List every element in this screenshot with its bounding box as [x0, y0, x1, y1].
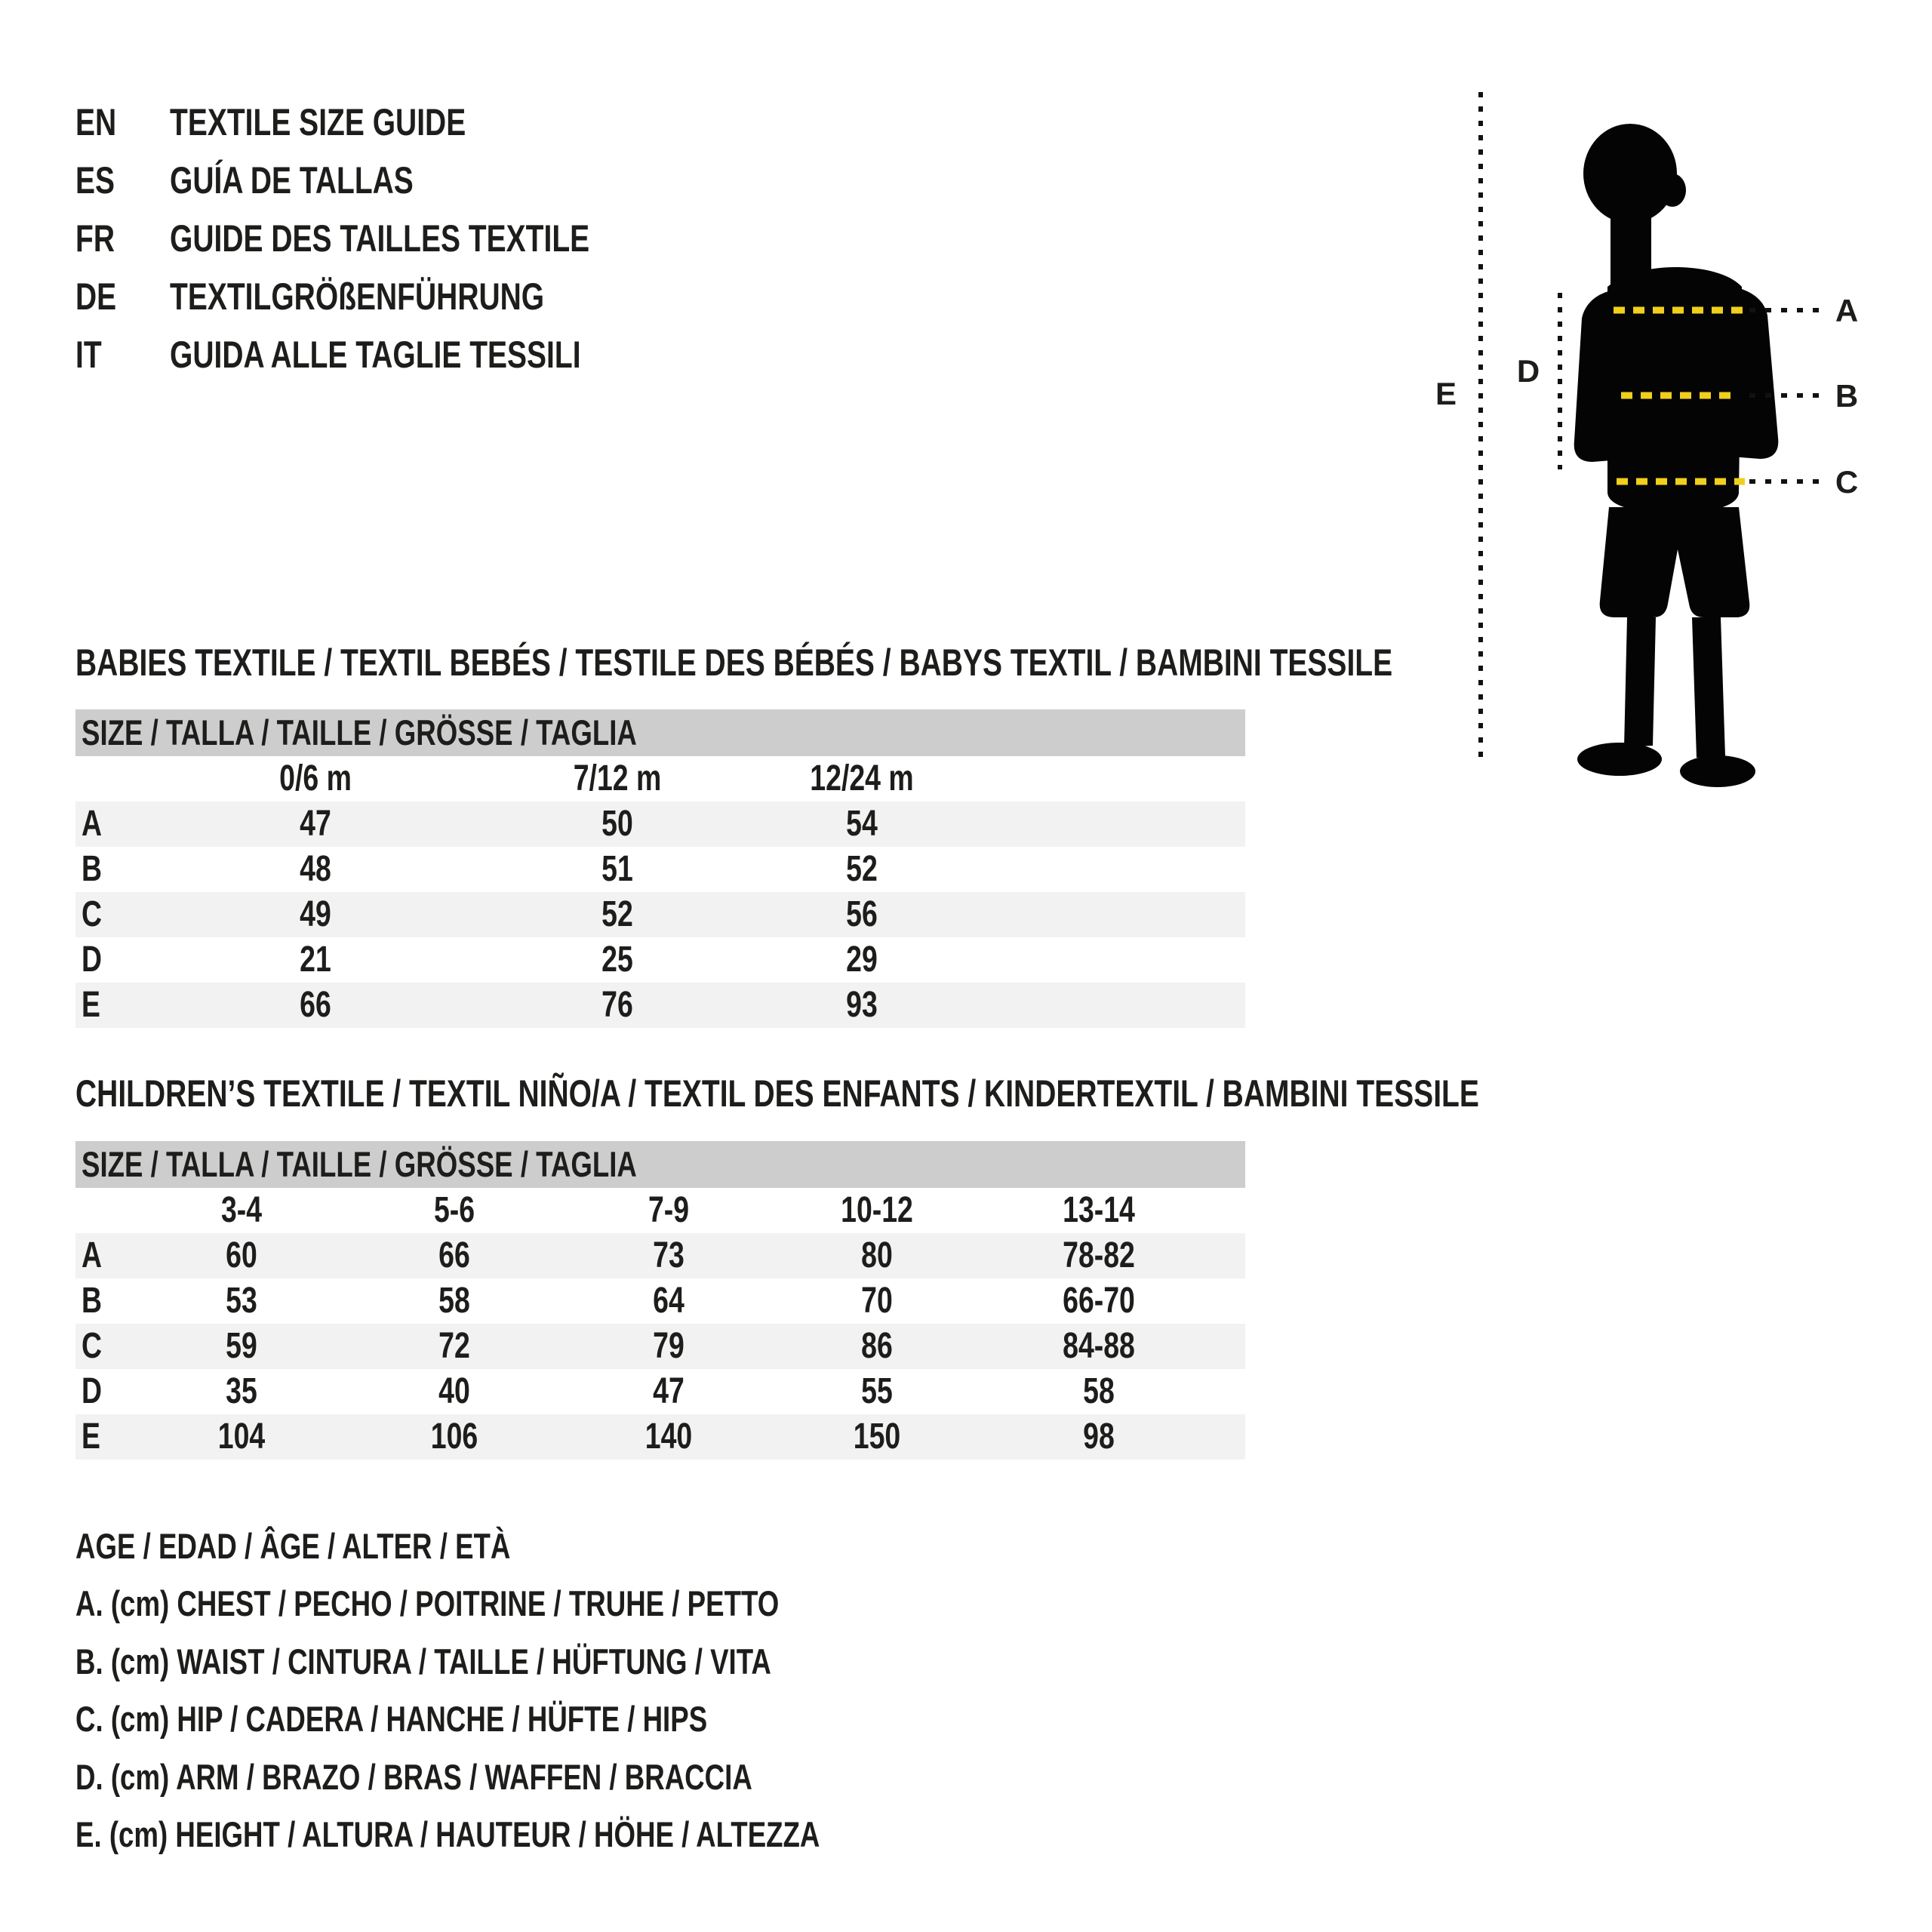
table-cell: 72 [438, 1326, 470, 1366]
legend-waist: B. (cm) WAIST / CINTURA / TAILLE / HÜFTUNG / VITA [75, 1641, 771, 1681]
table-cell: 78-82 [1063, 1235, 1135, 1275]
table-row [75, 983, 1245, 1028]
table-row [75, 1278, 1245, 1324]
table-cell: 47 [653, 1371, 685, 1411]
figure-label-a: A [1835, 293, 1859, 328]
language-code: EN [75, 101, 117, 143]
table-cell: 80 [861, 1235, 893, 1275]
language-row [75, 268, 1208, 326]
table-cell: 29 [846, 940, 878, 980]
legend-height: E. (cm) HEIGHT / ALTURA / HAUTEUR / HÖHE / ALTEZZA [75, 1814, 820, 1854]
language-code: ES [75, 159, 115, 202]
legend-arm: D. (cm) ARM / BRAZO / BRAS / WAFFEN / BRACCIA [75, 1757, 752, 1797]
table-row [75, 1369, 1245, 1414]
language-row [75, 152, 1208, 210]
table-cell: 52 [601, 894, 633, 934]
table-cell: 98 [1083, 1417, 1115, 1457]
row-label: D [82, 1371, 103, 1411]
row-label: C [82, 894, 103, 934]
children-column-header-row [75, 1188, 1245, 1233]
table-cell: 53 [226, 1281, 257, 1321]
table-cell: 104 [217, 1417, 266, 1457]
table-row [75, 1233, 1245, 1278]
table-cell: 70 [861, 1281, 893, 1321]
legend-age: AGE / EDAD / ÂGE / ALTER / ETÀ [75, 1526, 511, 1566]
table-cell: 52 [846, 849, 878, 889]
language-code: IT [75, 334, 102, 376]
table-cell: 73 [653, 1235, 685, 1275]
column-header: 13-14 [1063, 1190, 1135, 1230]
table-row [75, 892, 1245, 937]
babies-section-heading: BABIES TEXTILE / TEXTIL BEBÉS / TESTILE DES BÉBÉS / BABYS TEXTIL / BAMBINI TESSILE [75, 641, 1393, 684]
table-cell: 50 [601, 804, 633, 844]
column-header: 3-4 [220, 1190, 263, 1230]
children-section-heading: CHILDREN’S TEXTILE / TEXTIL NIÑO/A / TEXTIL DES ENFANTS / KINDERTEXTIL / BAMBINI TESSILE [75, 1072, 1479, 1115]
table-cell: 140 [645, 1417, 693, 1457]
table-cell: 35 [226, 1371, 257, 1411]
figure-label-b: B [1835, 378, 1859, 414]
table-cell: 66 [300, 985, 331, 1025]
table-cell: 51 [601, 849, 633, 889]
table-cell: 40 [438, 1371, 470, 1411]
column-header: 7-9 [648, 1190, 690, 1230]
figure-label-c: C [1835, 464, 1859, 500]
babies-column-header-row [75, 756, 1245, 801]
table-cell: 66-70 [1063, 1281, 1135, 1321]
table-cell: 49 [300, 894, 331, 934]
language-title: TEXTILE SIZE GUIDE [170, 101, 466, 143]
babies-size-bar: SIZE / TALLA / TAILLE / GRÖSSE / TAGLIA [75, 709, 1245, 756]
row-label: C [82, 1326, 103, 1366]
language-code: FR [75, 217, 115, 260]
table-row [75, 1324, 1245, 1369]
table-cell: 84-88 [1063, 1326, 1135, 1366]
table-cell: 64 [653, 1281, 685, 1321]
row-label: B [82, 1281, 103, 1321]
language-title: GUÍA DE TALLAS [170, 159, 414, 202]
language-title: TEXTILGRÖßENFÜHRUNG [170, 275, 545, 318]
legend-hip: C. (cm) HIP / CADERA / HANCHE / HÜFTE / HIPS [75, 1699, 708, 1739]
row-label: B [82, 849, 103, 889]
language-row [75, 326, 1208, 384]
table-cell: 79 [653, 1326, 685, 1366]
table-cell: 25 [601, 940, 633, 980]
language-row [75, 94, 1208, 152]
language-title: GUIDE DES TAILLES TEXTILE [170, 217, 590, 260]
measurement-figure [1419, 75, 1932, 830]
column-header: 12/24 m [810, 758, 914, 798]
row-label: A [82, 1235, 103, 1275]
table-row [75, 937, 1245, 983]
language-code: DE [75, 275, 117, 318]
table-cell: 48 [300, 849, 331, 889]
row-label: A [82, 804, 103, 844]
table-cell: 54 [846, 804, 878, 844]
language-row [75, 210, 1208, 268]
column-header: 5-6 [433, 1190, 475, 1230]
row-label: E [82, 985, 100, 1025]
column-header: 7/12 m [573, 758, 662, 798]
table-cell: 21 [300, 940, 331, 980]
table-cell: 60 [226, 1235, 257, 1275]
table-cell: 66 [438, 1235, 470, 1275]
language-title: GUIDA ALLE TAGLIE TESSILI [170, 334, 581, 376]
figure-label-d: D [1516, 353, 1540, 389]
table-cell: 55 [861, 1371, 893, 1411]
legend-chest: A. (cm) CHEST / PECHO / POITRINE / TRUHE / PETTO [75, 1583, 780, 1623]
table-row [75, 1414, 1245, 1460]
table-cell: 86 [861, 1326, 893, 1366]
table-cell: 93 [846, 985, 878, 1025]
table-cell: 106 [430, 1417, 478, 1457]
table-cell: 56 [846, 894, 878, 934]
row-label: D [82, 940, 103, 980]
row-label: E [82, 1417, 100, 1457]
table-row [75, 801, 1245, 847]
table-cell: 58 [1083, 1371, 1115, 1411]
table-cell: 59 [226, 1326, 257, 1366]
table-cell: 150 [853, 1417, 901, 1457]
figure-label-e: E [1435, 376, 1457, 411]
table-cell: 47 [300, 804, 331, 844]
table-cell: 58 [438, 1281, 470, 1321]
column-header: 10-12 [841, 1190, 913, 1230]
child-silhouette [1574, 124, 1779, 787]
table-row [75, 847, 1245, 892]
column-header: 0/6 m [279, 758, 352, 798]
children-size-bar: SIZE / TALLA / TAILLE / GRÖSSE / TAGLIA [75, 1141, 1245, 1188]
table-cell: 76 [601, 985, 633, 1025]
